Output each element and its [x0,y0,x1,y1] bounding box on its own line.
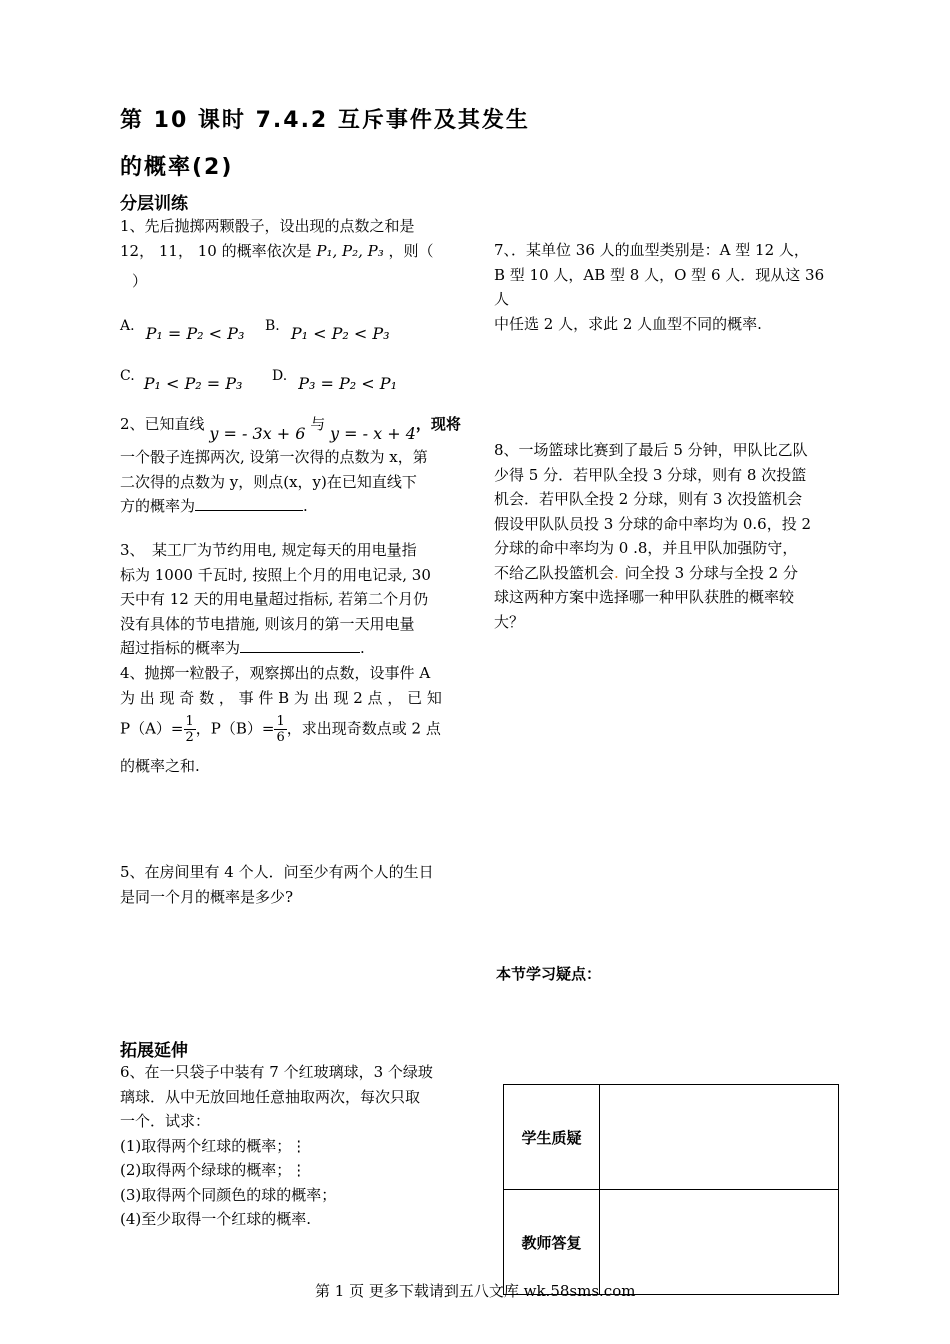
q1-option-d: D. P₃ = P₂ < P₁ [272,368,397,393]
question-3: 3、 某工厂为节约用电, 规定每天的用电量指 标为 1000 千瓦时, 按照上个月的用电记录, 30 天中有 12 天的用电量超过指标, 若第二个月仍 没有具体的节电措施, 则该月的第一天用电量 超过指标的概率为 . [120,541,431,657]
teacher-answer-cell[interactable] [600,1190,839,1295]
question-7: 7、．某单位 36 人的血型类别是：A 型 12 人， B 型 10 人，AB 型 8 人，O 型 6 人．现从这 36 人 中任选 2 人，求此 2 人血型不同的概率. [494,241,825,333]
question-6: 6、在一只袋子中装有 7 个红玻璃球，3 个绿玻 璃球．从中无放回地任意抽取两次，每次只取 一个．试求： (1)取得两个红球的概率；⋮ (2)取得两个绿球的概率；⋮ (3)取得两个同颜色的球的概率； (4)至少取得一个红球的概率. [120,1060,465,1232]
q2-equation-1: y = - 3x + 6 [209,424,306,443]
doubts-heading: 本节学习疑点： [496,965,602,983]
q4-line3: P（A）= $\frac{1}{2}$ ，P（B）= $\frac{1}{6}$ ，求出现奇数点或 2 点 [120,713,441,745]
question-2 [120,412,465,519]
q3-answer-blank [240,637,360,653]
question-4: 4、抛掷一粒骰子，观察掷出的点数，设事件 A 为 出 现 奇 数 ， 事 件 B 为 出 现 2 点 ， 已 知 P（A）= $\frac{1}{2}$ ，P（B）= $\frac{1}{6}$ ，求出现奇数点或 2 点 的概率之和. [120,661,465,778]
q6-sub-3: (3)取得两个同颜色的球的概率； [120,1185,337,1204]
q6-sub-4: (4)至少取得一个红球的概率. [120,1210,312,1228]
question-1 [120,214,465,293]
q4-fraction-pb: $\frac{1}{6}$ [276,713,285,745]
question-8: 8、一场篮球比赛到了最后 5 分钟，甲队比乙队 少得 5 分．若甲队全投 3 分球，则有 8 次投篮 机会．若甲队全投 2 分球，则有 3 次投篮机会 假设甲队队员投 3 分球的命中率均为 0.6，投 2 分球的命中率均为 0 .8，并且甲队加强防守， 不给乙队投篮机会. 问全投 3 分球与全投 2 分 球这两种方案中选择哪一种甲队获胜的概率较 大？ [494,441,812,631]
q1-option-c: C. P₁ < P₂ = P₃ [120,368,243,393]
q2-line3: 二次得的点数为 y，则点(x，y)在已知直线下 [120,472,417,491]
q1-option-a: A. P₁ = P₂ < P₃ [120,318,245,343]
q1-line3: ） [132,271,148,290]
q4-fraction-pa: $\frac{1}{2}$ [185,713,194,745]
page-title-line2: 的概率(2) [120,155,234,180]
q6-sub-1: (1)取得两个红球的概率；⋮ [120,1136,307,1155]
student-question-cell[interactable] [600,1085,839,1190]
question-5: 5、在房间里有 4 个人．问至少有两个人的生日 是同一个月的概率是多少? [120,863,434,906]
q1-option-b: B. P₁ < P₂ < P₃ [265,318,390,343]
q2-answer-blank [195,495,303,511]
q2-line2: 一个骰子连掷两次, 设第一次得的点数为 x，第 [120,448,428,466]
page-title-line1: 第 10 课时 7.4.2 互斥事件及其发生 [120,108,530,133]
q6-sub-2: (2)取得两个绿球的概率；⋮ [120,1161,307,1179]
qa-row-teacher [504,1190,839,1295]
teacher-answer-label: 教师答复 [504,1190,600,1295]
q1-line2: 12， 11， 10 的概率依次是 P₁, P₂, P₃ ，则（ [120,241,434,260]
section-heading-practice: 分层训练 [120,194,188,214]
q2-equation-2: y = - x + 4 [329,424,416,443]
q1-math-p123: P₁, P₂, P₃ [316,241,384,260]
qa-table [503,1084,839,1295]
student-question-label: 学生质疑 [504,1085,600,1190]
q2-line1: 2、已知直线 y = - 3x + 6 与 y = - x + 4，现将 [120,415,461,443]
section-heading-extension: 拓展延伸 [120,1041,188,1061]
page-footer: 第 1 页 更多下载请到五八文库 wk.58sms.com [315,1282,636,1300]
q1-line1: 1、先后抛掷两颗骰子，设出现的点数之和是 [120,217,415,235]
q2-line4: 方的概率为 . [120,497,308,515]
qa-row-student [504,1085,839,1190]
